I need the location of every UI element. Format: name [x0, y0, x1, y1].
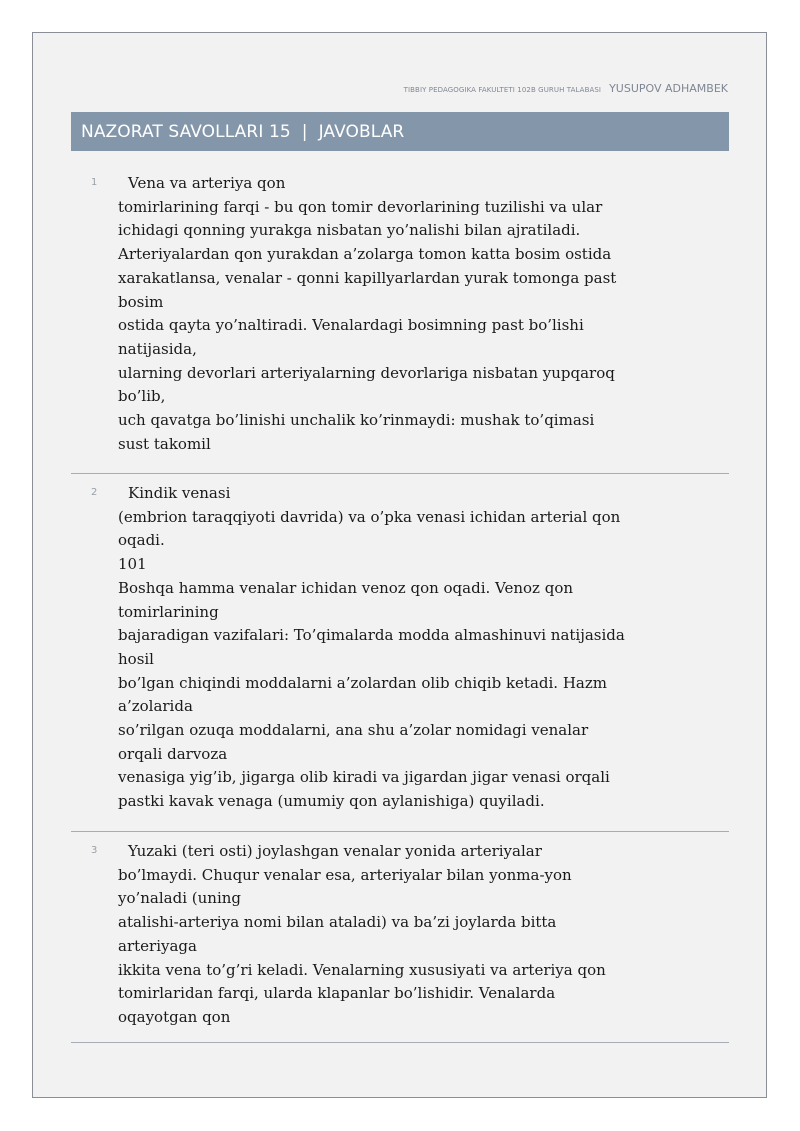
answer-line: Arteriyalardan qon yurakdan a’zolarga tomon katta bosim ostida	[118, 245, 612, 264]
answer-line: bo’lib,	[118, 387, 166, 406]
answer-text	[118, 840, 638, 1030]
answer-line: a’zolarida	[118, 697, 193, 716]
answer-line: hosil	[118, 649, 154, 668]
answer-line: bosim	[118, 292, 164, 311]
answer-line: tomirlarining	[118, 602, 219, 621]
answer-line: so’rilgan ozuqa moddalarni, ana shu a’zolar nomidagi venalar	[118, 721, 589, 740]
page-title	[71, 112, 729, 151]
answer-text	[118, 172, 638, 456]
answer-item-3	[71, 840, 729, 1043]
answer-line: ikkita vena to’g’ri keladi. Venalarning xususiyati va arteriya qon	[118, 960, 606, 979]
header-subtitle: TIBBIY PEDAGOGIKA FAKULTETI 102B GURUH TALABASI	[403, 86, 602, 94]
answer-line: Kindik venasi	[128, 484, 231, 502]
answer-line: yo’naladi (uning	[118, 889, 242, 908]
title-left: NAZORAT SAVOLLARI 15	[81, 121, 291, 142]
header-author: YUSUPOV ADHAMBEK	[609, 82, 728, 95]
answer-line: Vena va arteriya qon	[128, 174, 286, 192]
answer-line: 101	[118, 555, 147, 574]
answer-line: bajaradigan vazifalari: To’qimalarda modda almashinuvi natijasida	[118, 626, 625, 645]
answer-line: Yuzaki (teri osti) joylashgan venalar yonida arteriyalar	[128, 842, 542, 860]
answer-line: ostida qayta yo’naltiradi. Venalardagi bosimning past bo’lishi	[118, 316, 584, 335]
answer-line: xarakatlansa, venalar - qonni kapillyarlardan yurak tomonga past	[118, 268, 617, 287]
document-page	[32, 32, 767, 1098]
answer-line: Boshqa hamma venalar ichidan venoz qon oqadi. Venoz qon	[118, 578, 574, 597]
answer-line: atalishi-arteriya nomi bilan ataladi) va ba’zi joylarda bitta	[118, 913, 557, 932]
answer-line: orqali darvoza	[118, 744, 228, 763]
answer-line: tomirlaridan farqi, ularda klapanlar bo’lishidir. Venalarda	[118, 984, 556, 1003]
answer-line: arteriyaga	[118, 936, 197, 955]
title-separator: |	[301, 121, 308, 142]
answer-line: natijasida,	[118, 339, 197, 358]
answer-line: (embrion taraqqiyoti davrida) va o’pka venasi ichidan arterial qon	[118, 507, 621, 526]
page-header	[404, 82, 728, 95]
answer-item-2	[71, 482, 729, 832]
answer-line: oqadi.	[118, 531, 165, 550]
answer-line: venasiga yig’ib, jigarga olib kiradi va jigardan jigar venasi orqali	[118, 768, 610, 787]
answer-number: 1	[91, 177, 98, 188]
answer-line: ichidagi qonning yurakga nisbatan yo’nalishi bilan ajratiladi.	[118, 221, 581, 240]
answer-line: pastki kavak venaga (umumiy qon aylanishiga) quyiladi.	[118, 792, 545, 811]
answer-line: ularning devorlari arteriyalarning devorlariga nisbatan yupqaroq	[118, 363, 615, 382]
answer-line: bo’lmaydi. Chuqur venalar esa, arteriyalar bilan yonma-yon	[118, 865, 572, 884]
answer-line: oqayotgan qon	[118, 1007, 231, 1026]
answer-number: 3	[91, 845, 98, 856]
answer-number: 2	[91, 487, 98, 498]
answer-item-1	[71, 172, 729, 474]
answer-text	[118, 482, 638, 814]
answer-line: uch qavatga bo’linishi unchalik ko’rinmaydi: mushak to’qimasi	[118, 411, 595, 430]
answer-line: bo’lgan chiqindi moddalarni a’zolardan olib chiqib ketadi. Hazm	[118, 673, 607, 692]
title-right: JAVOBLAR	[318, 121, 405, 142]
answer-line: tomirlarining farqi - bu qon tomir devorlarining tuzilishi va ular	[118, 197, 603, 216]
answer-line: sust takomil	[118, 434, 211, 453]
